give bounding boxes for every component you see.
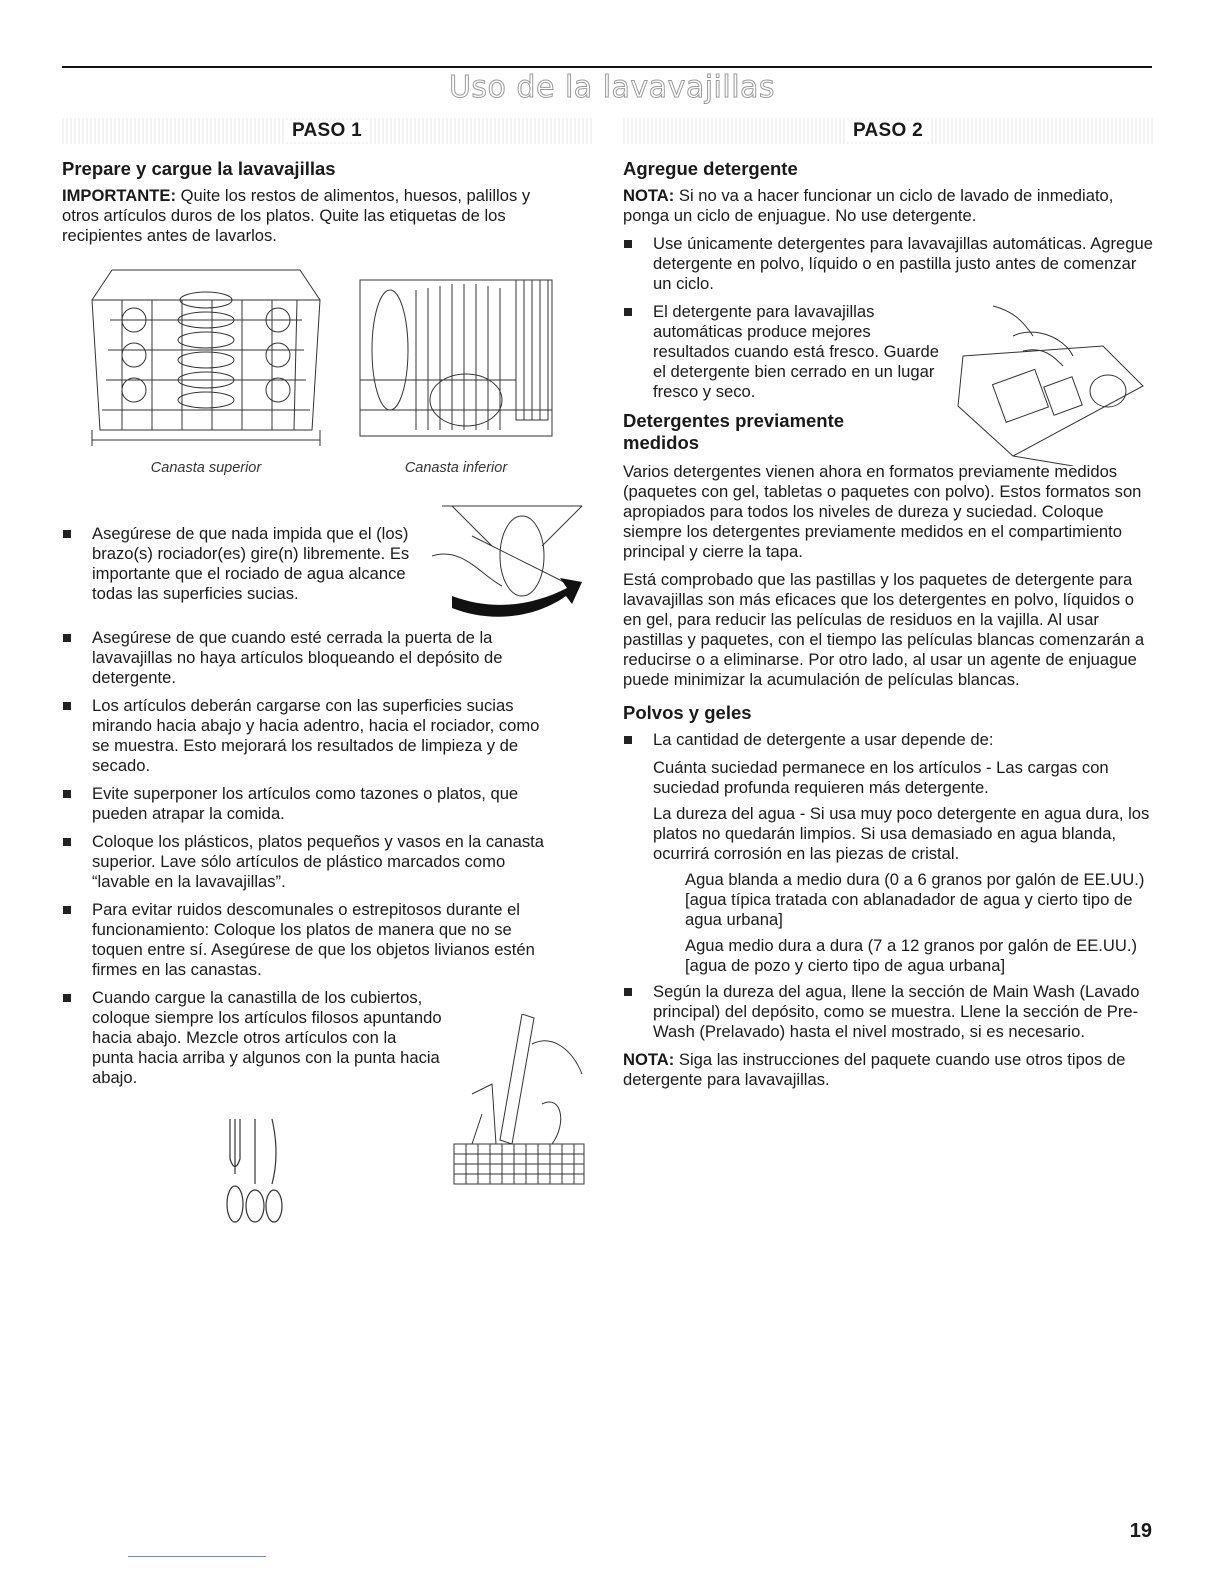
top-rule — [62, 66, 1152, 68]
step1-bullet-list — [62, 524, 557, 1088]
list-item: Para evitar ruidos descomunales o estrepitosos durante el funcionamiento: Coloque los platos de manera que no se toquen entre sí. Asegúrese de que los objetos livianos estén firmes en las canastas. — [62, 900, 557, 980]
nota2-paragraph — [623, 1050, 1153, 1090]
powders-heading: Polvos y geles — [623, 702, 752, 723]
powders-sub-2b: Agua medio dura a dura (7 a 12 granos por galón de EE.UU.) [agua de pozo y cierto tipo de agua urbana] — [685, 936, 1137, 975]
cutlery-illustration — [220, 1114, 290, 1224]
list-item: Use únicamente detergentes para lavavajillas automáticas. Agregue detergente en polvo, líquido o en pastilla justo antes de comenzar un ciclo. — [623, 234, 1153, 294]
step2-label: PASO 2 — [847, 120, 929, 142]
list-item: Asegúrese de que cuando esté cerrada la puerta de la lavavajillas no haya artículos bloqueando el depósito de detergente. — [62, 628, 557, 688]
important-label: IMPORTANTE: — [62, 186, 176, 205]
step1-heading: Prepare y cargue la lavavajillas — [62, 158, 336, 179]
step1-column — [62, 158, 557, 1096]
detergent-dispenser-illustration — [953, 296, 1153, 466]
nota2-label: NOTA: — [623, 1050, 675, 1069]
racks-figure — [82, 260, 557, 478]
list-item: Evite superponer los artículos como tazones o platos, que pueden atrapar la comida. — [62, 784, 557, 824]
powders-sub-2a: Agua blanda a medio dura (0 a 6 granos por galón de EE.UU.) [agua típica tratada con ablanadador de agua y cierto tipo de agua urbana] — [685, 870, 1145, 929]
nota-label: NOTA: — [623, 186, 675, 205]
list-item: Coloque los plásticos, platos pequeños y vasos en la canasta superior. Lave sólo artículos de plástico marcados como “lavable en la lavavajillas”. — [62, 832, 557, 892]
important-paragraph — [62, 186, 557, 246]
step1-banner — [62, 118, 592, 144]
page-title: Uso de la lavavajillas — [448, 70, 776, 105]
lower-rack-figure — [356, 260, 556, 478]
list-item: Asegúrese de que nada impida que el (los) brazo(s) rociador(es) gire(n) libremente. Es importante que el rociado de agua alcance todas las superficies sucias. — [62, 524, 432, 604]
nota2-text: Siga las instrucciones del paquete cuando use otros tipos de detergente para lavavajillas. — [623, 1050, 1126, 1089]
nota-paragraph — [623, 186, 1153, 226]
upper-rack-illustration — [82, 260, 330, 446]
step2-heading: Agregue detergente — [623, 158, 798, 179]
premeasured-paragraph-1: Varios detergentes vienen ahora en formatos previamente medidos (paquetes con gel, tabletas o paquetes con polvo). Estos formatos son apropiados para todos los niveles de dureza y suciedad. Coloque siempre los detergentes previamente medidos en el compartimiento principal y cierre la tapa. — [623, 462, 1142, 561]
bottom-link-line — [128, 1556, 266, 1557]
list-item: Según la dureza del agua, llene la sección de Main Wash (Lavado principal) del depósito, como se muestra. Llene la sección de Pre-Wash (Prelavado) hasta el nivel mostrado, si es necesario. — [623, 982, 1153, 1042]
powders-bullet-list-2 — [623, 982, 1153, 1042]
silverware-basket-illustration — [452, 1014, 586, 1186]
list-item: La cantidad de detergente a usar depende de: — [623, 730, 1153, 750]
step2-column — [623, 158, 1153, 1098]
powders-sub-2: La dureza del agua - Si usa muy poco detergente en agua dura, los platos no quedarán limpios. Si usa demasiado en agua blanda, ocurrirá corrosión en las piezas de cristal. — [653, 804, 1150, 863]
premeasured-heading: Detergentes previamente medidos — [623, 410, 845, 453]
powders-sub-1: Cuánta suciedad permanece en los artículos - Las cargas con suciedad profunda requieren más detergente. — [653, 758, 1109, 797]
page-number: 19 — [1129, 1520, 1152, 1542]
list-item: Cuando cargue la canastilla de los cubiertos, coloque siempre los artículos filosos apuntando hacia abajo. Mezcle otros artículos con la punta hacia arriba y algunos con la punta hacia abajo. — [62, 988, 442, 1088]
list-item: El detergente para lavavajillas automáticas produce mejores resultados cuando está fresco. Guarde el detergente bien cerrado en un lugar fresco y seco. — [623, 302, 943, 402]
spray-arm-illustration — [432, 496, 592, 626]
lower-rack-illustration — [356, 260, 556, 446]
nota-text: Si no va a hacer funcionar un ciclo de lavado de inmediato, ponga un ciclo de enjuague. No use detergente. — [623, 186, 1114, 225]
important-text: Quite los restos de alimentos, huesos, palillos y otros artículos duros de los platos. Quite las etiquetas de los recipientes antes de lavarlos. — [62, 186, 531, 245]
step2-banner — [623, 118, 1153, 144]
caption-lower: Canasta inferior — [404, 460, 508, 476]
premeasured-paragraph-2: Está comprobado que las pastillas y los paquetes de detergente para lavavajillas son más eficaces que los detergentes en polvo, líquidos o en gel, para reducir las películas de residuos en la vajilla. Al usar pastillas y paquetes, con el tiempo las películas blancas comenzarán a reducirse o a eliminarse. Por otro lado, al usar un agente de enjuague puede minimizar la acumulación de películas blancas. — [623, 570, 1145, 689]
caption-upper: Canasta superior — [150, 460, 262, 476]
list-item: Los artículos deberán cargarse con las superficies sucias mirando hacia abajo y hacia adentro, hacia el rociador, como se muestra. Esto mejorará los resultados de limpieza y de secado. — [62, 696, 557, 776]
upper-rack-figure — [82, 260, 330, 478]
step1-label: PASO 1 — [286, 120, 368, 142]
powders-bullet-list — [623, 730, 1153, 750]
